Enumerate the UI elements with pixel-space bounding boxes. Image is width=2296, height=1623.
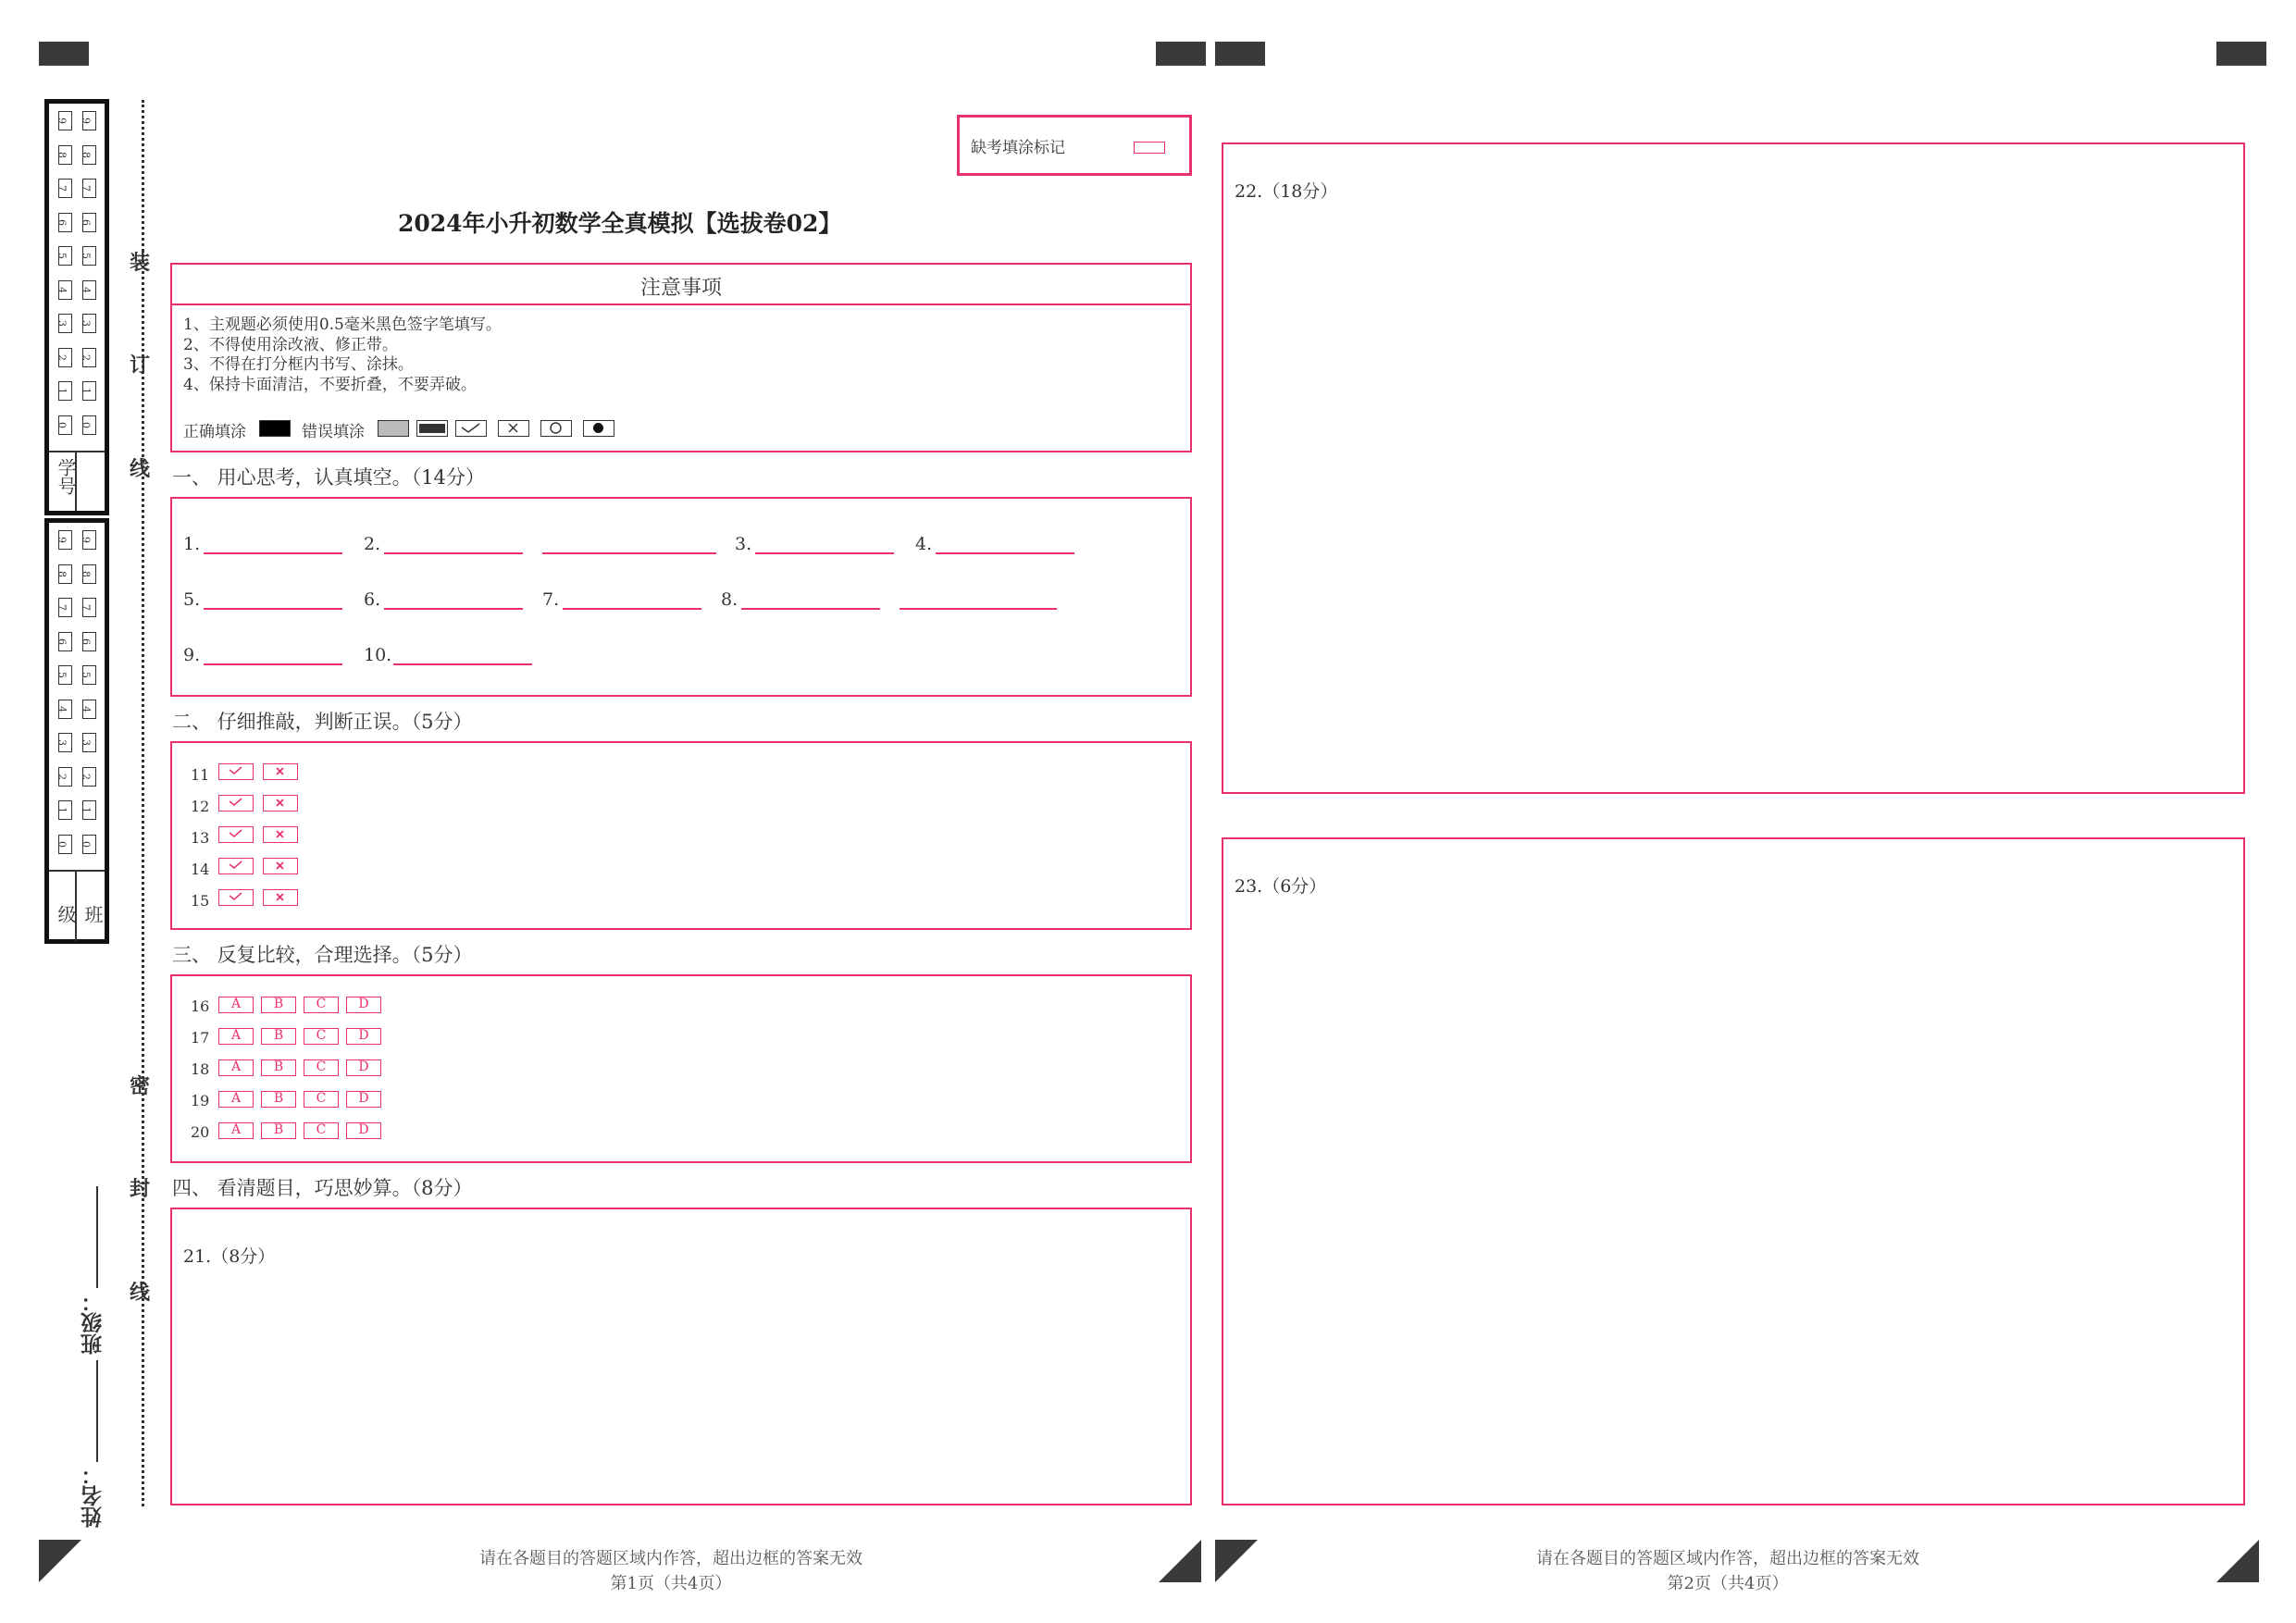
false-bubble[interactable]: [263, 763, 298, 780]
binding-char-zhuang: 装: [130, 251, 151, 275]
absent-mark-bubble[interactable]: [1134, 142, 1165, 154]
absent-mark-box: [957, 115, 1192, 176]
alignment-marker-top-mid-left: [1156, 42, 1206, 66]
binding-char-feng: 封: [130, 1177, 151, 1201]
blank-line-8a[interactable]: [741, 608, 880, 610]
student-id-label-box: [49, 451, 105, 511]
blank-line-8b[interactable]: [900, 608, 1057, 610]
digit-bubble[interactable]: 3: [82, 733, 96, 752]
digit-bubble[interactable]: 6: [82, 213, 96, 232]
binding-char-xian: 线: [130, 457, 151, 481]
false-bubble[interactable]: [263, 889, 298, 906]
notice-line-3: 3、不得在打分框内书写、涂抹。: [183, 355, 414, 374]
option-a-bubble[interactable]: A: [218, 997, 254, 1013]
choice-number: 19: [191, 1092, 210, 1109]
digit-bubble[interactable]: 9: [58, 530, 72, 550]
choice-number: 20: [191, 1123, 210, 1141]
digit-bubble[interactable]: 7: [82, 179, 96, 198]
option-c-bubble[interactable]: C: [304, 1028, 339, 1045]
true-bubble[interactable]: [218, 795, 254, 812]
option-b-bubble[interactable]: B: [261, 1091, 296, 1108]
id-column-1: [55, 111, 75, 449]
blank-label-8: 8.: [721, 589, 738, 610]
notice-heading: 注意事项: [639, 277, 722, 300]
notice-lines: [183, 316, 502, 395]
notice-line-2: 2、不得使用涂改液、修正带。: [183, 335, 398, 354]
page-title: 2024年小升初数学全真模拟【选拔卷02】: [398, 210, 842, 237]
blank-label-2: 2.: [364, 534, 381, 554]
digit-bubble[interactable]: 8: [58, 145, 72, 165]
blank-line-2b[interactable]: [542, 552, 716, 554]
digit-bubble[interactable]: 5: [82, 665, 96, 685]
digit-bubble[interactable]: 0: [58, 835, 72, 854]
notice-divider: [172, 304, 1190, 305]
digit-bubble[interactable]: 4: [58, 280, 72, 300]
true-bubble[interactable]: [218, 889, 254, 906]
class-label: 班级: [55, 905, 104, 923]
blank-label-1: 1.: [183, 534, 201, 554]
digit-bubble[interactable]: 1: [82, 800, 96, 820]
blank-line-7[interactable]: [563, 608, 701, 610]
class-column-1: [55, 530, 75, 868]
digit-bubble[interactable]: 6: [82, 632, 96, 651]
corner-triangle-bottom-mid-left: [1159, 1540, 1201, 1582]
blank-line-4[interactable]: [936, 552, 1074, 554]
class-field-line: [96, 1186, 98, 1288]
alignment-marker-top-left: [39, 42, 89, 66]
absent-mark-label: 缺考填涂标记: [971, 139, 1065, 157]
notice-line-1: 1、主观题必须使用0.5毫米黑色签字笔填写。: [183, 316, 502, 334]
digit-bubble[interactable]: 2: [58, 767, 72, 787]
digit-bubble[interactable]: 6: [58, 213, 72, 232]
option-d-bubble[interactable]: D: [346, 997, 381, 1013]
corner-triangle-bottom-right: [2216, 1540, 2259, 1582]
section-3-heading: 三、 反复比较，合理选择。（5分）: [172, 944, 473, 966]
blank-line-1[interactable]: [204, 552, 342, 554]
option-c-bubble[interactable]: C: [304, 1091, 339, 1108]
section-2-heading: 二、 仔细推敲，判断正误。（5分）: [172, 711, 473, 733]
blank-label-6: 6.: [364, 589, 381, 610]
option-d-bubble[interactable]: D: [346, 1059, 381, 1076]
digit-bubble[interactable]: 5: [82, 246, 96, 266]
option-a-bubble[interactable]: A: [218, 1091, 254, 1108]
correct-fill-sample: [259, 420, 291, 437]
digit-bubble[interactable]: 0: [58, 415, 72, 435]
option-b-bubble[interactable]: B: [261, 1028, 296, 1045]
question-23-answer-box[interactable]: [1222, 837, 2245, 1505]
question-22-answer-box[interactable]: [1222, 142, 2245, 794]
check-mark-icon: [455, 420, 487, 437]
option-d-bubble[interactable]: D: [346, 1122, 381, 1139]
blank-line-9[interactable]: [204, 663, 342, 665]
class-label-box: [49, 870, 105, 941]
footer-instruction-page-1: 请在各题目的答题区域内作答，超出边框的答案无效: [479, 1549, 863, 1568]
footer-page-number-2: 第2页（共4页）: [1667, 1574, 1789, 1593]
class-column-2: [79, 530, 99, 868]
corner-triangle-bottom-left: [39, 1540, 81, 1582]
blank-label-4: 4.: [915, 534, 933, 554]
digit-bubble[interactable]: 8: [82, 145, 96, 165]
option-a-bubble[interactable]: A: [218, 1059, 254, 1076]
digit-bubble[interactable]: 9: [58, 111, 72, 130]
option-c-bubble[interactable]: C: [304, 997, 339, 1013]
false-bubble[interactable]: [263, 826, 298, 843]
true-bubble[interactable]: [218, 826, 254, 843]
alignment-marker-top-mid-right: [1215, 42, 1265, 66]
id-column-2: [79, 111, 99, 449]
digit-bubble[interactable]: 0: [82, 835, 96, 854]
dot-mark-icon: [583, 420, 614, 437]
blank-label-10: 10.: [364, 645, 392, 665]
digit-bubble[interactable]: 8: [82, 564, 96, 584]
question-22-label: 22.（18分）: [1235, 181, 1338, 202]
option-d-bubble[interactable]: D: [346, 1091, 381, 1108]
digit-bubble[interactable]: 7: [58, 598, 72, 617]
option-b-bubble[interactable]: B: [261, 997, 296, 1013]
blank-label-7: 7.: [542, 589, 560, 610]
footer-page-number-1: 第1页（共4页）: [610, 1574, 732, 1593]
class-field-label: 班级：: [81, 1291, 105, 1355]
blank-line-10[interactable]: [393, 663, 532, 665]
digit-bubble[interactable]: 8: [58, 564, 72, 584]
blank-label-9: 9.: [183, 645, 201, 665]
question-21-answer-box[interactable]: [170, 1208, 1192, 1505]
option-b-bubble[interactable]: B: [261, 1059, 296, 1076]
fill-examples: [183, 420, 627, 440]
digit-bubble[interactable]: 3: [82, 314, 96, 333]
blank-line-3[interactable]: [755, 552, 894, 554]
alignment-marker-top-right: [2216, 42, 2266, 66]
false-bubble[interactable]: [263, 795, 298, 812]
false-bubble[interactable]: [263, 858, 298, 874]
true-bubble[interactable]: [218, 763, 254, 780]
binding-char-ding: 订: [130, 353, 151, 378]
digit-bubble[interactable]: 2: [82, 767, 96, 787]
notice-line-4: 4、保持卡面清洁，不要折叠，不要弄破。: [183, 375, 477, 394]
judge-number: 13: [191, 829, 210, 847]
footer-instruction-page-2: 请在各题目的答题区域内作答，超出边框的答案无效: [1536, 1549, 1919, 1568]
corner-triangle-bottom-mid-right: [1215, 1540, 1258, 1582]
blank-line-5[interactable]: [204, 608, 342, 610]
binding-char-mi: 密: [130, 1074, 151, 1098]
question-23-label: 23.（6分）: [1235, 876, 1327, 897]
name-field-label: 姓名：: [81, 1464, 105, 1528]
notice-box: [170, 263, 1192, 452]
judge-number: 11: [191, 766, 210, 784]
digit-bubble[interactable]: 2: [58, 348, 72, 367]
wrong-fill-partial-sample: [416, 420, 448, 437]
student-id-label: 学号: [55, 458, 77, 495]
digit-bubble[interactable]: 1: [82, 381, 96, 401]
judge-number: 14: [191, 861, 210, 878]
section-1-heading: 一、 用心思考，认真填空。（14分）: [172, 466, 485, 489]
blank-label-3: 3.: [735, 534, 752, 554]
digit-bubble[interactable]: 3: [58, 314, 72, 333]
judge-number: 12: [191, 798, 210, 815]
digit-bubble[interactable]: 5: [58, 246, 72, 266]
wrong-fill-label: 错误填涂: [302, 423, 365, 441]
section-2-box: [170, 741, 1192, 930]
choice-number: 16: [191, 997, 210, 1015]
option-a-bubble[interactable]: A: [218, 1122, 254, 1139]
option-d-bubble[interactable]: D: [346, 1028, 381, 1045]
digit-bubble[interactable]: 3: [58, 733, 72, 752]
digit-bubble[interactable]: 4: [82, 280, 96, 300]
class-grid: [44, 518, 109, 944]
digit-bubble[interactable]: 4: [82, 700, 96, 719]
section-3-box: [170, 974, 1192, 1163]
circle-mark-icon: [540, 420, 572, 437]
correct-fill-label: 正确填涂: [183, 423, 246, 441]
digit-bubble[interactable]: 5: [58, 665, 72, 685]
cross-mark-icon: [498, 420, 529, 437]
question-21-label: 21.（8分）: [183, 1246, 276, 1267]
option-b-bubble[interactable]: B: [261, 1122, 296, 1139]
option-a-bubble[interactable]: A: [218, 1028, 254, 1045]
digit-bubble[interactable]: 9: [82, 530, 96, 550]
digit-bubble[interactable]: 6: [58, 632, 72, 651]
wrong-fill-gray-sample: [378, 420, 409, 437]
digit-bubble[interactable]: 7: [58, 179, 72, 198]
digit-bubble[interactable]: 9: [82, 111, 96, 130]
name-field-line: [96, 1360, 98, 1462]
blank-label-5: 5.: [183, 589, 201, 610]
digit-bubble[interactable]: 1: [58, 800, 72, 820]
option-c-bubble[interactable]: C: [304, 1122, 339, 1139]
digit-bubble[interactable]: 2: [82, 348, 96, 367]
digit-bubble[interactable]: 1: [58, 381, 72, 401]
digit-bubble[interactable]: 0: [82, 415, 96, 435]
judge-number: 15: [191, 892, 210, 910]
true-bubble[interactable]: [218, 858, 254, 874]
option-c-bubble[interactable]: C: [304, 1059, 339, 1076]
choice-number: 18: [191, 1060, 210, 1078]
digit-bubble[interactable]: 4: [58, 700, 72, 719]
binding-char-xian-2: 线: [130, 1281, 151, 1305]
choice-number: 17: [191, 1029, 210, 1047]
digit-bubble[interactable]: 7: [82, 598, 96, 617]
student-id-grid: [44, 99, 109, 515]
blank-line-6[interactable]: [384, 608, 523, 610]
section-1-box: [170, 497, 1192, 697]
blank-line-2a[interactable]: [384, 552, 523, 554]
section-4-heading: 四、 看清题目，巧思妙算。（8分）: [172, 1177, 473, 1199]
